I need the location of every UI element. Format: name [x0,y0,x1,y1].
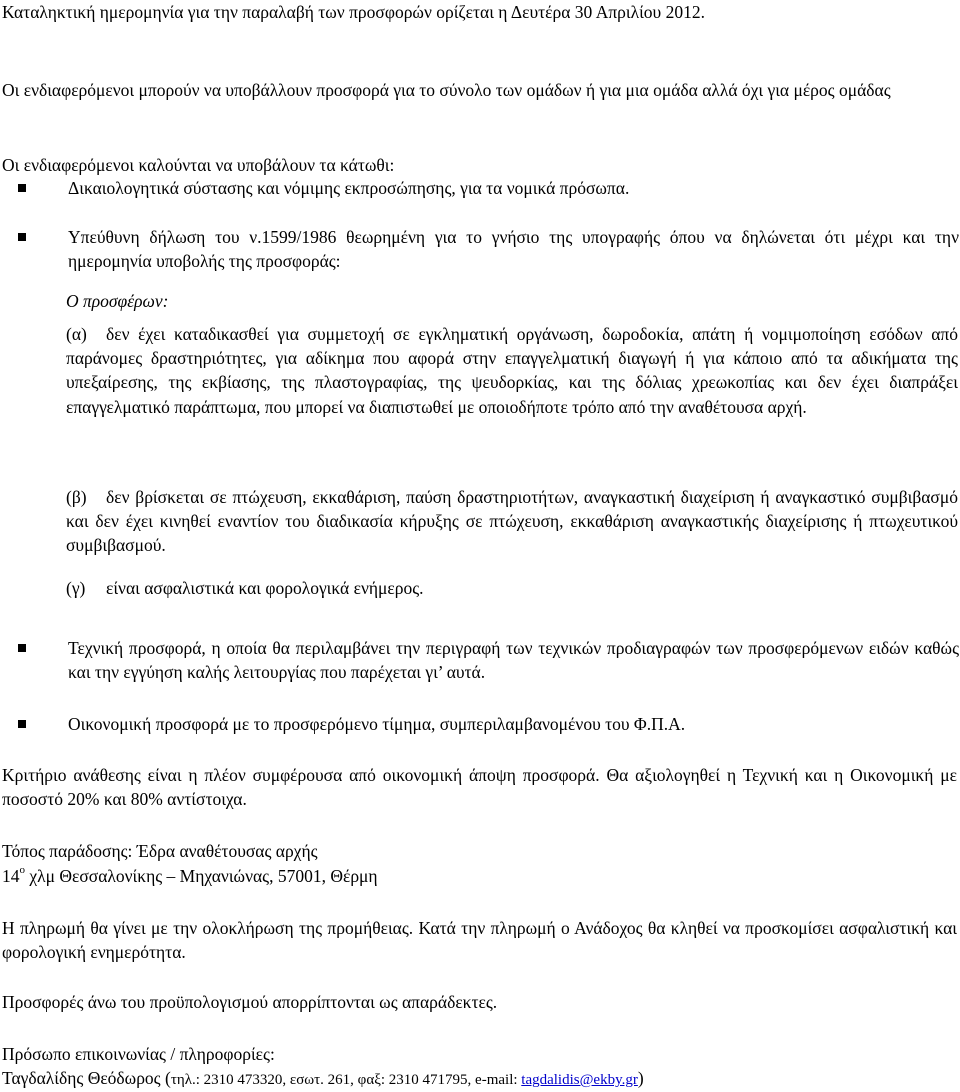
address-text: χλμ Θεσσαλονίκης – Μηχανιώνας, 57001, Θέρμη [25,866,378,886]
bullet-text: Οικονομική προσφορά με το προσφερόμενο τίμημα, συμπεριλαμβανομένου του Φ.Π.Α. [68,714,686,734]
delivery-place-line: Τόπος παράδοσης: Έδρα αναθέτουσας αρχής [2,841,318,861]
deadline-paragraph: Καταληκτική ημερομηνία για την παραλαβή των προσφορών ορίζεται η Δευτέρα 30 Απριλίου 2012. [2,2,705,22]
contact-name: Ταγδαλίδης Θεόδωρος ( [2,1068,171,1088]
offerer-label: Ο προσφέρων: [66,291,169,311]
rejection-paragraph: Προσφορές άνω του προϋπολογισμού απορρίπτονται ως απαράδεκτες. [2,992,498,1012]
payment-paragraph: Η πληρωμή θα γίνει με την ολοκλήρωση της προμήθειας. Κατά την πληρωμή ο Ανάδοχος θα κληθεί να προσκομίσει ασφαλιστική και φορολογική ενημερότητα. [2,918,957,962]
contact-close-paren: ) [637,1068,644,1088]
condition-b [66,485,958,557]
criterion-paragraph: Κριτήριο ανάθεσης είναι η πλέον συμφέρουσα από οικονομική άποψη προσφορά. Θα αξιολογηθεί η Τεχνική και η Οικονομική με ποσοστό 20% και 80% αντίστοιχα. [2,765,957,809]
groups-note-paragraph: Οι ενδιαφερόμενοι μπορούν να υποβάλλουν προσφορά για το σύνολο των ομάδων ή για μια ομάδα αλλά όχι για μέρος ομάδας [2,80,891,100]
square-bullet-icon [18,720,26,728]
km-number: 14 [2,866,20,886]
condition-c-text: είναι ασφαλιστικά και φορολογικά ενήμερος. [106,578,424,598]
bullet-text: Τεχνική προσφορά, η οποία θα περιλαμβάνει την περιγραφή των τεχνικών προδιαγραφών των προσφερόμενων ειδών καθώς και την εγγύηση καλής λειτουργίας που παρέχεται γι’ αυτά. [68,638,959,682]
delivery-address-line [2,864,957,888]
condition-a [66,322,958,419]
condition-c-label: (γ) [66,578,86,598]
condition-a-text: δεν έχει καταδικασθεί για συμμετοχή σε εγκληματική οργάνωση, δωροδοκία, απάτη ή νομιμοποίηση εσόδων από παράνομες δραστηριότητες, για αδίκημα που αφορά στην επαγγελματική διαγωγή ή για κάποιο από τα αδικήματα της υπεξαίρεσης, της εκβίασης, της πλαστογραφίας, της ψευδορκίας, και της δόλιας χρεωκοπίας και δεν έχει διαπράξει επαγγελματικό παράπτωμα, που μπορεί να διαπιστωθεί με οποιοδήποτε τρόπο από την αναθέτουσα αρχή. [66,324,958,417]
square-bullet-icon [18,184,26,192]
condition-c [66,576,958,600]
square-bullet-icon [18,644,26,652]
email-link[interactable]: tagdalidis@ekby.gr [521,1072,638,1088]
condition-b-label: (β) [66,487,87,507]
square-bullet-icon [18,233,26,241]
condition-b-text: δεν βρίσκεται σε πτώχευση, εκκαθάριση, παύση δραστηριοτήτων, αναγκαστική διαχείριση ή αναγκαστικό συμβιβασμό και δεν έχει κινηθεί εναντίον του διαδικασία κήρυξης σε πτώχευση, εκκαθάριση αναγκαστικής διαχείρισης ή πτωχευτικού συμβιβασμού. [66,487,958,555]
condition-a-label: (α) [66,324,87,344]
contact-details: τηλ.: 2310 473320, εσωτ. 261, φαξ: 2310 471795, e-mail: [170,1072,522,1088]
submit-intro-paragraph: Οι ενδιαφερόμενοι καλούνται να υποβάλουν τα κάτωθι: [2,155,395,175]
bullet-text: Δικαιολογητικά σύστασης και νόμιμης εκπροσώπησης, για τα νομικά πρόσωπα. [68,178,630,198]
ordinal-superscript: ο [19,864,25,877]
contact-heading: Πρόσωπο επικοινωνίας / πληροφορίες: [2,1044,275,1064]
contact-line [2,1066,957,1092]
bullet-text: Υπεύθυνη δήλωση του ν.1599/1986 θεωρημένη για το γνήσιο της υπογραφής όπου να δηλώνεται ότι μέχρι και την ημερομηνία υποβολής της προσφοράς: [68,227,959,271]
